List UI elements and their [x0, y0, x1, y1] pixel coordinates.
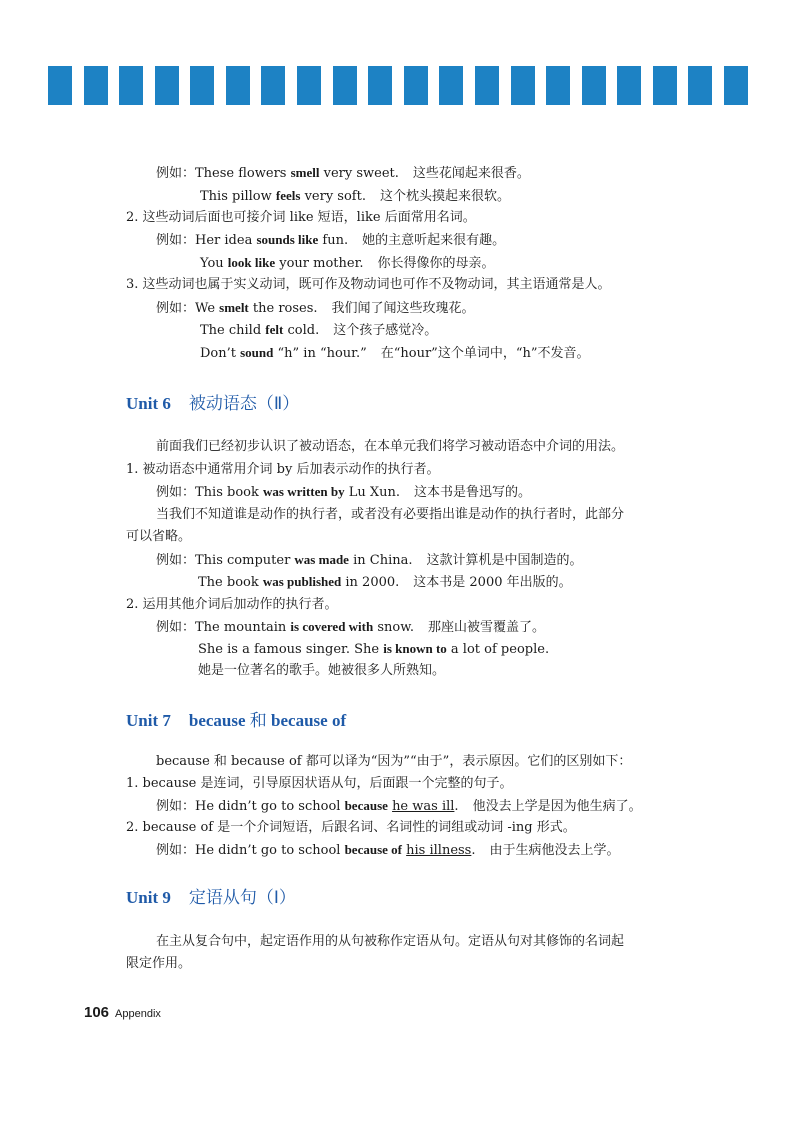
- example-line: This pillow feels very soft. 这个枕头摸起来很软。: [200, 188, 510, 204]
- page-number: 106: [84, 1004, 110, 1021]
- intro-paragraph: 前面我们已经初步认识了被动语态，在本单元我们将学习被动语态中介词的用法。: [156, 439, 625, 454]
- example-translation: 她是一位著名的歌手。她被很多人所熟知。: [198, 663, 446, 678]
- example-line: The child felt cold. 这个孩子感觉冷。: [200, 322, 438, 338]
- rule-paragraph: 2. 这些动词后面也可接介词 like 短语，like 后面常用名词。: [126, 210, 476, 225]
- rule-paragraph: 1. because 是连词，引导原因状语从句，后面跟一个完整的句子。: [126, 776, 513, 791]
- example-line: 例如：This book was written by Lu Xun. 这本书是鲁迅写的。: [156, 484, 532, 500]
- unit-9-heading: Unit 9 定语从句（Ⅰ）: [126, 888, 296, 907]
- example-line: She is a famous singer. She is known to a lot of people.: [198, 641, 550, 657]
- unit-6-heading: Unit 6 被动语态（Ⅱ）: [126, 394, 300, 413]
- rule-paragraph: 3. 这些动词也属于实义动词，既可作及物动词也可作不及物动词，其主语通常是人。: [126, 277, 611, 292]
- note-paragraph: 可以省略。: [126, 529, 192, 544]
- intro-paragraph: 在主从复合句中，起定语作用的从句被称作定语从句。定语从句对其修饰的名词起: [156, 934, 625, 949]
- example-line: The book was published in 2000. 这本书是 2000 年出版的。: [198, 574, 572, 590]
- example-line: 例如：The mountain is covered with snow. 那座山被雪覆盖了。: [156, 619, 545, 635]
- example-line: 例如：Her idea sounds like fun. 她的主意听起来很有趣。: [156, 232, 506, 248]
- section-label: Appendix: [115, 1008, 161, 1020]
- intro-paragraph: because 和 because of 都可以译为“因为”“由于”，表示原因。它们的区别如下：: [156, 754, 632, 769]
- page-footer: [84, 1004, 161, 1022]
- rule-paragraph: 1. 被动语态中通常用介词 by 后加表示动作的执行者。: [126, 462, 440, 477]
- example-line: 例如：He didn’t go to school because he was ill. 他没去上学是因为他生病了。: [156, 798, 642, 814]
- example-line: 例如：We smelt the roses. 我们闻了闻这些玫瑰花。: [156, 300, 475, 316]
- intro-paragraph: 限定作用。: [126, 956, 192, 971]
- unit-7-heading: Unit 7 because 和 because of: [126, 711, 347, 730]
- example-line: You look like your mother. 你长得像你的母亲。: [200, 255, 495, 271]
- note-paragraph: 当我们不知道谁是动作的执行者，或者没有必要指出谁是动作的执行者时，此部分: [156, 507, 625, 522]
- rule-paragraph: 2. 运用其他介词后加动作的执行者。: [126, 597, 338, 612]
- example-line: 例如：He didn’t go to school because of his illness. 由于生病他没去上学。: [156, 842, 620, 858]
- rule-paragraph: 2. because of 是一个介词短语，后跟名词、名词性的词组或动词 -ing 形式。: [126, 820, 576, 835]
- example-line: Don’t sound “h” in “hour.” 在“hour”这个单词中，“h”不发音。: [200, 345, 590, 361]
- example-line: 例如：These flowers smell very sweet. 这些花闻起来很香。: [156, 165, 530, 181]
- decorative-stripe-band: [48, 66, 748, 105]
- example-line: 例如：This computer was made in China. 这款计算机是中国制造的。: [156, 552, 583, 568]
